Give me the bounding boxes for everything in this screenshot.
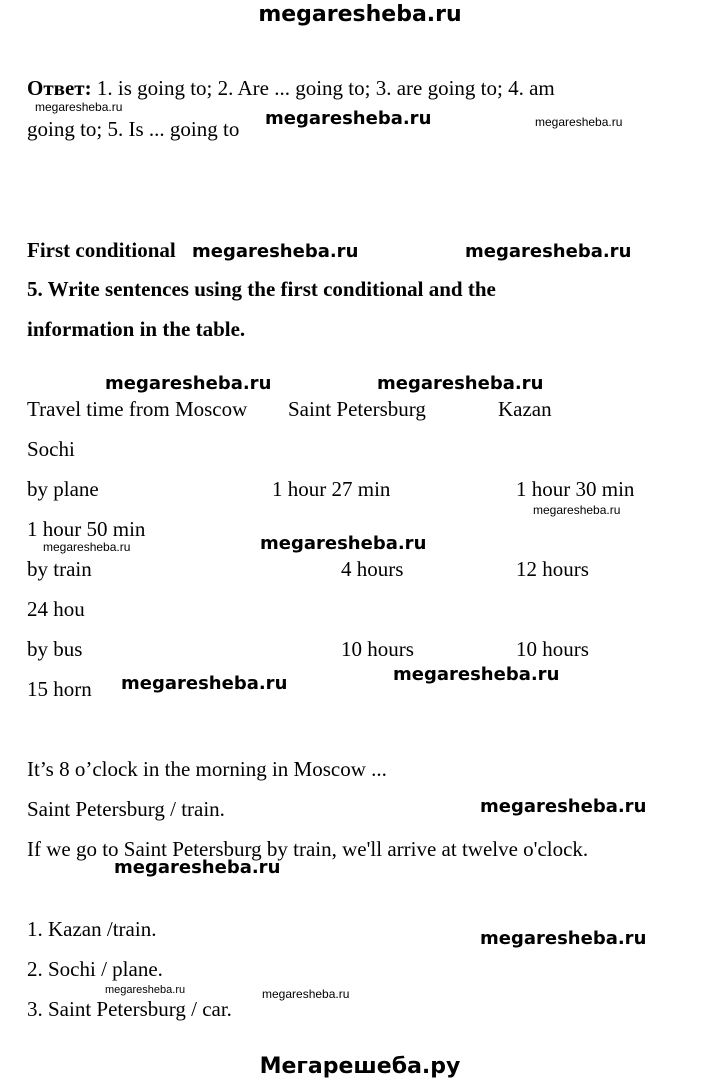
watermark: megaresheba.ru: [533, 503, 621, 517]
answer-label: Ответ:: [27, 76, 92, 100]
watermark: megaresheba.ru: [480, 928, 647, 949]
table-row-mode: by plane: [27, 477, 99, 501]
table-cell: 1 hour 50 min: [27, 517, 146, 541]
watermark: megaresheba.ru: [265, 108, 432, 129]
watermark: megaresheba.ru: [260, 533, 427, 554]
example-prompt: Saint Petersburg / train.: [27, 797, 225, 821]
table-cell: 15 horn: [27, 677, 92, 701]
table-cell: 12 hours: [516, 557, 589, 581]
exercise-item: 1. Kazan /train.: [27, 917, 157, 941]
exercise-item: 3. Saint Petersburg / car.: [27, 997, 232, 1021]
watermark: megaresheba.ru: [393, 664, 560, 685]
table-cell: 4 hours: [341, 557, 404, 581]
table-header-origin: Travel time from Moscow: [27, 397, 248, 421]
watermark: megaresheba.ru: [121, 673, 288, 694]
table-cell: 1 hour 27 min: [272, 477, 391, 501]
table-cell: 1 hour 30 min: [516, 477, 635, 501]
task-instruction-1: 5. Write sentences using the first conditional and the: [27, 277, 496, 301]
watermark: megaresheba.ru: [377, 373, 544, 394]
site-header: megaresheba.ru: [258, 2, 462, 27]
answer-text-1: 1. is going to; 2. Are ... going to; 3. are going to; 4. am: [96, 76, 555, 100]
table-cell: 10 hours: [341, 637, 414, 661]
watermark: megaresheba.ru: [43, 540, 131, 554]
example-answer: If we go to Saint Petersburg by train, we'll arrive at twelve o'clock.: [27, 837, 589, 861]
table-cell: 24 hou: [27, 597, 85, 621]
answer-line-1: [27, 76, 555, 100]
watermark: megaresheba.ru: [114, 857, 281, 878]
task-instruction-2: information in the table.: [27, 317, 246, 341]
watermark: megaresheba.ru: [105, 984, 186, 996]
table-header-spb: Saint Petersburg: [288, 397, 426, 421]
watermark: megaresheba.ru: [262, 987, 350, 1001]
watermark: megaresheba.ru: [105, 373, 272, 394]
watermark: megaresheba.ru: [192, 241, 359, 262]
watermark: megaresheba.ru: [465, 241, 632, 262]
table-row-mode: by train: [27, 557, 92, 581]
watermark: megaresheba.ru: [480, 796, 647, 817]
example-intro: It’s 8 o’clock in the morning in Moscow ...: [27, 757, 387, 781]
watermark: megaresheba.ru: [535, 115, 623, 129]
watermark: megaresheba.ru: [35, 100, 123, 114]
site-footer: Мегарешеба.ру: [259, 1054, 461, 1079]
table-row-mode: by bus: [27, 637, 83, 661]
answer-text-2: going to; 5. Is ... going to: [27, 117, 240, 141]
table-header-kazan: Kazan: [498, 397, 552, 421]
exercise-item: 2. Sochi / plane.: [27, 957, 163, 981]
table-header-sochi: Sochi: [27, 437, 75, 461]
section-heading: First conditional: [27, 238, 176, 262]
table-cell: 10 hours: [516, 637, 589, 661]
